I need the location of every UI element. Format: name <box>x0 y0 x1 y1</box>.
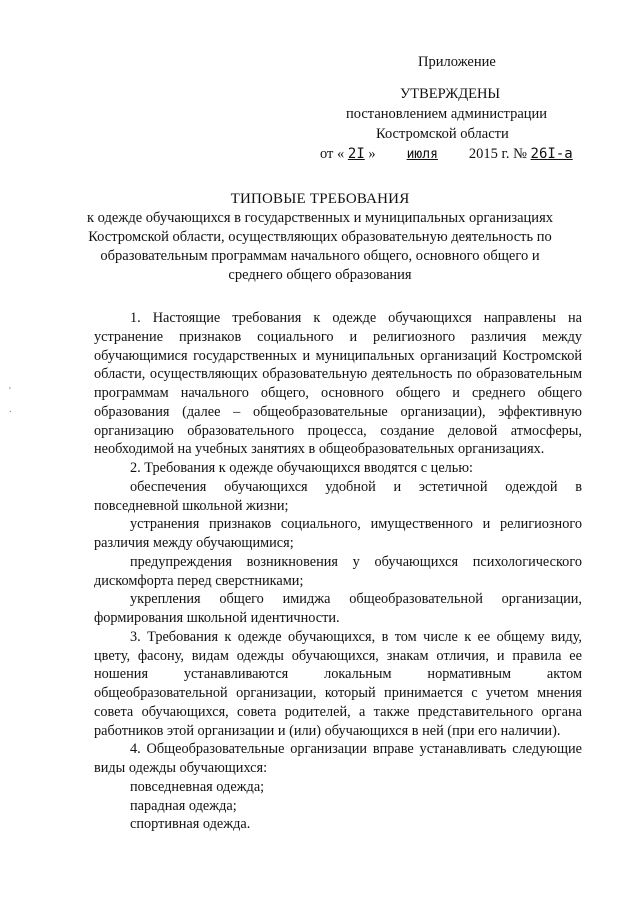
paragraph-4: 4. Общеобразовательные организации вправе устанавливать следующие виды одежды обучающихся: <box>94 741 582 776</box>
date-day: 2I <box>347 146 365 162</box>
paragraph-4-item-a: повседневная одежда; <box>130 778 265 795</box>
approved-label: УТВЕРЖДЕНЫ <box>400 86 501 102</box>
decree-number: 26I-а <box>530 146 573 162</box>
document-title <box>60 190 580 285</box>
document-body <box>94 309 582 834</box>
title-sub-2: Костромской области, осуществляющих образовательную деятельность по <box>88 229 552 245</box>
paragraph-3: 3. Требования к одежде обучающихся, в том числе к ее общему виду, цвету, фасону, видам одежды обучающихся, знакам отличия, и правила ее ношения устанавливаются локальным нормативным актом общеобразовательной организации, который принимается с учетом мнения совета обучающихся, совета родителей, а также представительного органа работников этой организации и (или) обучающихся в ней (при его наличии). <box>94 628 582 739</box>
paragraph-2: 2. Требования к одежде обучающихся вводятся с целью: <box>130 460 473 476</box>
decree-line-1: постановлением администрации <box>346 106 548 122</box>
title-sub-1: к одежде обучающихся в государственных и муниципальных организациях <box>87 210 553 226</box>
paragraph-1: 1. Настоящие требования к одежде обучающихся направлены на устранение признаков социального и религиозного различия между обучающимися государственных и муниципальных организаций Костромской области, осуществляющих образовательную деятельность по образовательным программам начального общего, основного общего и среднего общего образования (далее – общеобразовательные организации), эффективную организацию образовательного процесса, создание деловой атмосферы, необходимой на учебных занятиях в общеобразовательных организациях. <box>94 310 582 458</box>
decree-date-line <box>300 144 600 165</box>
scan-mark: ' <box>9 386 11 397</box>
decree-line-2: Костромской области <box>376 126 509 142</box>
scan-mark: . <box>9 404 12 415</box>
approval-block <box>300 52 600 165</box>
paragraph-2-item-b: устранения признаков социального, имущественного и религиозного различия между обучающимися; <box>94 516 582 551</box>
date-prefix: от « <box>320 146 345 162</box>
paragraph-2-item-c: предупреждения возникновения у обучающихся психологического дискомфорта перед сверстниками; <box>94 553 582 589</box>
paragraph-2-item-d: укрепления общего имиджа общеобразовательной организации, формирования школьной идентичности. <box>94 591 582 626</box>
paragraph-2-item-a: обеспечения обучающихся удобной и эстетичной одеждой в повседневной школьной жизни; <box>94 478 582 514</box>
date-year: 2015 г. № <box>468 146 527 162</box>
appendix-label: Приложение <box>418 54 496 70</box>
title-sub-4: среднего общего образования <box>228 267 412 283</box>
paragraph-4-item-b: парадная одежда; <box>130 797 237 814</box>
title-heading: ТИПОВЫЕ ТРЕБОВАНИЯ <box>230 191 410 207</box>
date-close: » <box>368 146 376 162</box>
paragraph-4-item-c: спортивная одежда. <box>130 816 251 833</box>
title-sub-3: образовательным программам начального общего, основного общего и <box>100 248 540 264</box>
date-month: июля <box>406 147 438 162</box>
